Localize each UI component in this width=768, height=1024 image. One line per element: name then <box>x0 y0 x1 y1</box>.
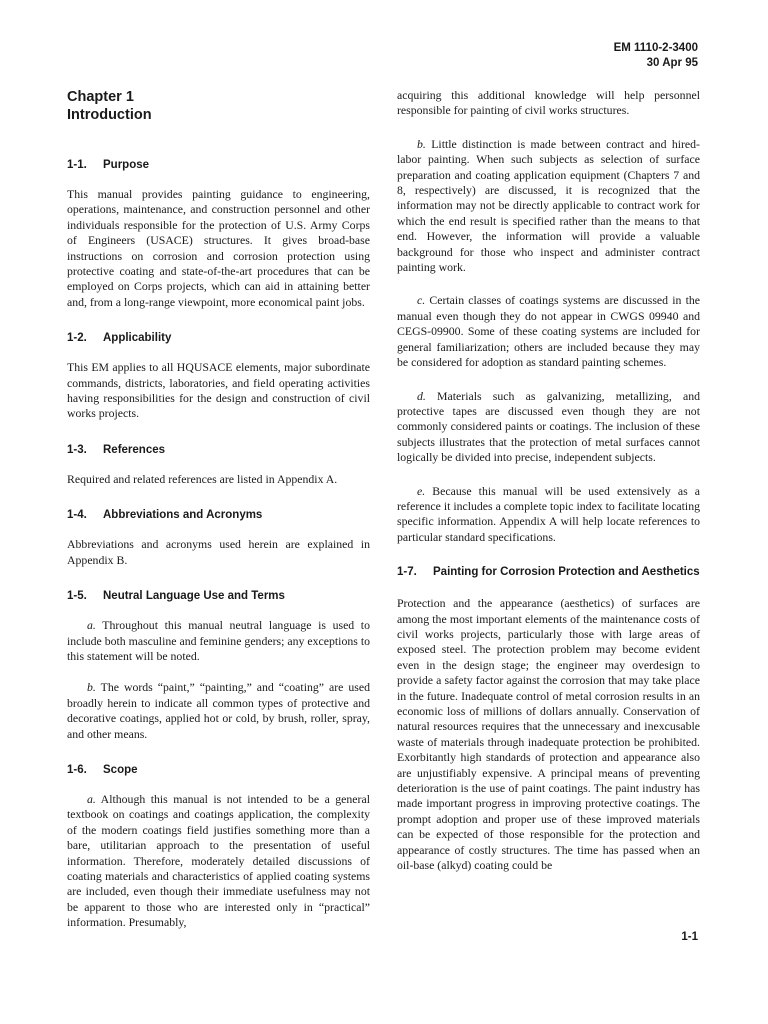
section-number: 1-1. <box>67 159 87 171</box>
applicability-paragraph: This EM applies to all HQUSACE elements, major subordinate commands, districts, laboratories, and field operating activities having responsibilities for the design and construction of civil works projects. <box>67 360 370 421</box>
section-number: 1-5. <box>67 590 87 603</box>
section-heading-abbreviations <box>67 508 370 523</box>
abbreviations-paragraph: Abbreviations and acronyms used herein are explained in Appendix B. <box>67 537 370 567</box>
paragraph-label: c. <box>417 293 426 308</box>
left-column <box>67 88 370 947</box>
section-number: 1-3. <box>67 443 87 456</box>
section-heading-applicability <box>67 331 370 346</box>
right-column <box>397 88 700 889</box>
paragraph-label: e. <box>417 483 426 498</box>
neutral-paragraph-b <box>67 680 370 742</box>
section-heading-scope <box>67 763 370 778</box>
page-header <box>614 41 698 71</box>
scope-paragraph-d <box>397 389 700 466</box>
section-title: Neutral Language Use and Terms <box>103 590 285 603</box>
chapter-name: Introduction <box>67 107 152 123</box>
paragraph-label: b. <box>87 680 96 695</box>
section-number: 1-2. <box>67 332 87 345</box>
paragraph-text: Because this manual will be used extensively as a reference it includes a complete topic index to facilitate locating specific information. Appendix A will help locate references to particular standard specifications. <box>397 483 700 544</box>
scope-paragraph-c <box>397 293 700 370</box>
chapter-number: Chapter 1 <box>67 89 134 105</box>
paragraph-text: Throughout this manual neutral language is used to include both masculine and feminine genders; any exceptions to this statement will be noted. <box>67 618 370 663</box>
paragraph-text: Although this manual is not intended to be a general textbook on coatings and coatings application, the complexity of the modern coatings field justifies something more than a bare, utilitarian approach to the presentation of useful information. Therefore, moderately detailed discussions of coating materials and characteristics of applied coating systems are included, even though their immediate usefulness may not be apparent to those who are interested only in “practical” information. Presumably, <box>67 791 370 930</box>
paragraph-label: b. <box>417 136 426 151</box>
section-number: 1-4. <box>67 509 87 522</box>
page-number: 1-1 <box>681 931 698 943</box>
section-title: Abbreviations and Acronyms <box>103 509 263 522</box>
section-heading-neutral-language <box>67 589 370 604</box>
section-title: Purpose <box>103 159 150 171</box>
document-date: 30 Apr 95 <box>646 57 698 69</box>
references-paragraph: Required and related references are listed in Appendix A. <box>67 471 338 486</box>
section-number: 1-6. <box>67 763 87 776</box>
section-title: Painting for Corrosion Protection and Aesthetics <box>433 566 700 579</box>
chapter-title <box>67 88 370 124</box>
document-id: EM 1110-2-3400 <box>613 42 698 54</box>
paragraph-text: Certain classes of coatings systems are discussed in the manual even though they do not appear in CWGS 09940 and CEGS-09900. Some of these coating systems are included for general familiarization; others are included because they may be considered for adoption as standard painting schemes. <box>397 293 700 370</box>
paragraph-label: a. <box>87 791 96 806</box>
scope-paragraph-a <box>67 792 370 931</box>
paragraph-text: Materials such as galvanizing, metallizing, and protective tapes are discussed even though they are not commonly considered paints or coatings. The inclusion of these subjects illustrates that the protection of metal surfaces cannot logically be divided into precise, independent subjects. <box>397 388 700 465</box>
painting-paragraph: Protection and the appearance (aesthetics) of surfaces are among the most important elements of the maintenance costs of civil works projects, particularly those with large areas of exposed steel. The protection problem may become evident even in the design stage; the engineer may overdesign to provide a safety factor against the corrosion that may take place in the future. Inadequate control of metal corrosion results in an economic loss of millions of dollars annually. Conservation of natural resources requires that the unnecessary and inexcusable waste of materials through inadequate protection be prohibited. Exorbitantly high standards of protection and appearance also are unjustifiably expensive. A principal means of preventing deterioration is the use of paint coatings. The paint industry has made important progress in improving protective coatings. The prompt adoption and proper use of these improved materials can be expected of those responsible for the protection and appearance of costly structures. The time has passed when an oil-base (alkyd) coating could be <box>397 596 700 873</box>
section-number: 1-7. <box>397 566 417 579</box>
neutral-paragraph-a <box>67 618 370 664</box>
section-heading-painting <box>397 565 700 580</box>
section-title: Scope <box>103 763 138 776</box>
scope-paragraph-b <box>397 137 700 276</box>
section-heading-references <box>67 443 370 458</box>
section-title: References <box>103 443 166 456</box>
paragraph-text: The words “paint,” “painting,” and “coating” are used broadly herein to indicate all common types of protective and decorative coatings, applied hot or cold, by brush, roller, spray, and other means. <box>67 680 370 741</box>
paragraph-label: a. <box>87 618 96 633</box>
section-title: Applicability <box>103 332 172 345</box>
scope-paragraph-e <box>397 484 700 546</box>
paragraph-label: d. <box>417 388 426 403</box>
section-heading-purpose <box>67 158 370 173</box>
scope-continuation: acquiring this additional knowledge will help personnel responsible for painting of civil works structures. <box>397 88 700 118</box>
paragraph-text: Little distinction is made between contract and hired-labor painting. When such subjects as selection of surface preparation and coating application equipment (Chapters 7 and 8, respectively) are discussed, it is recognized that the information may not be directly applicable to contract work for which the end result is specified rather than the means to that end. However, the information will provide a valuable background for those who inspect and administer contract painting work. <box>397 136 700 275</box>
purpose-paragraph: This manual provides painting guidance to engineering, operations, maintenance, and construction personnel and other individuals responsible for the protection of U.S. Army Corps of Engineers (USACE) structures. It gives broad-base instructions on corrosion and corrosion protection using protective coating and state-of-the-art procedures that can be employed on Corps projects, which can aid in attaining better and, from a long-range viewpoint, more economical paint jobs. <box>67 187 370 309</box>
